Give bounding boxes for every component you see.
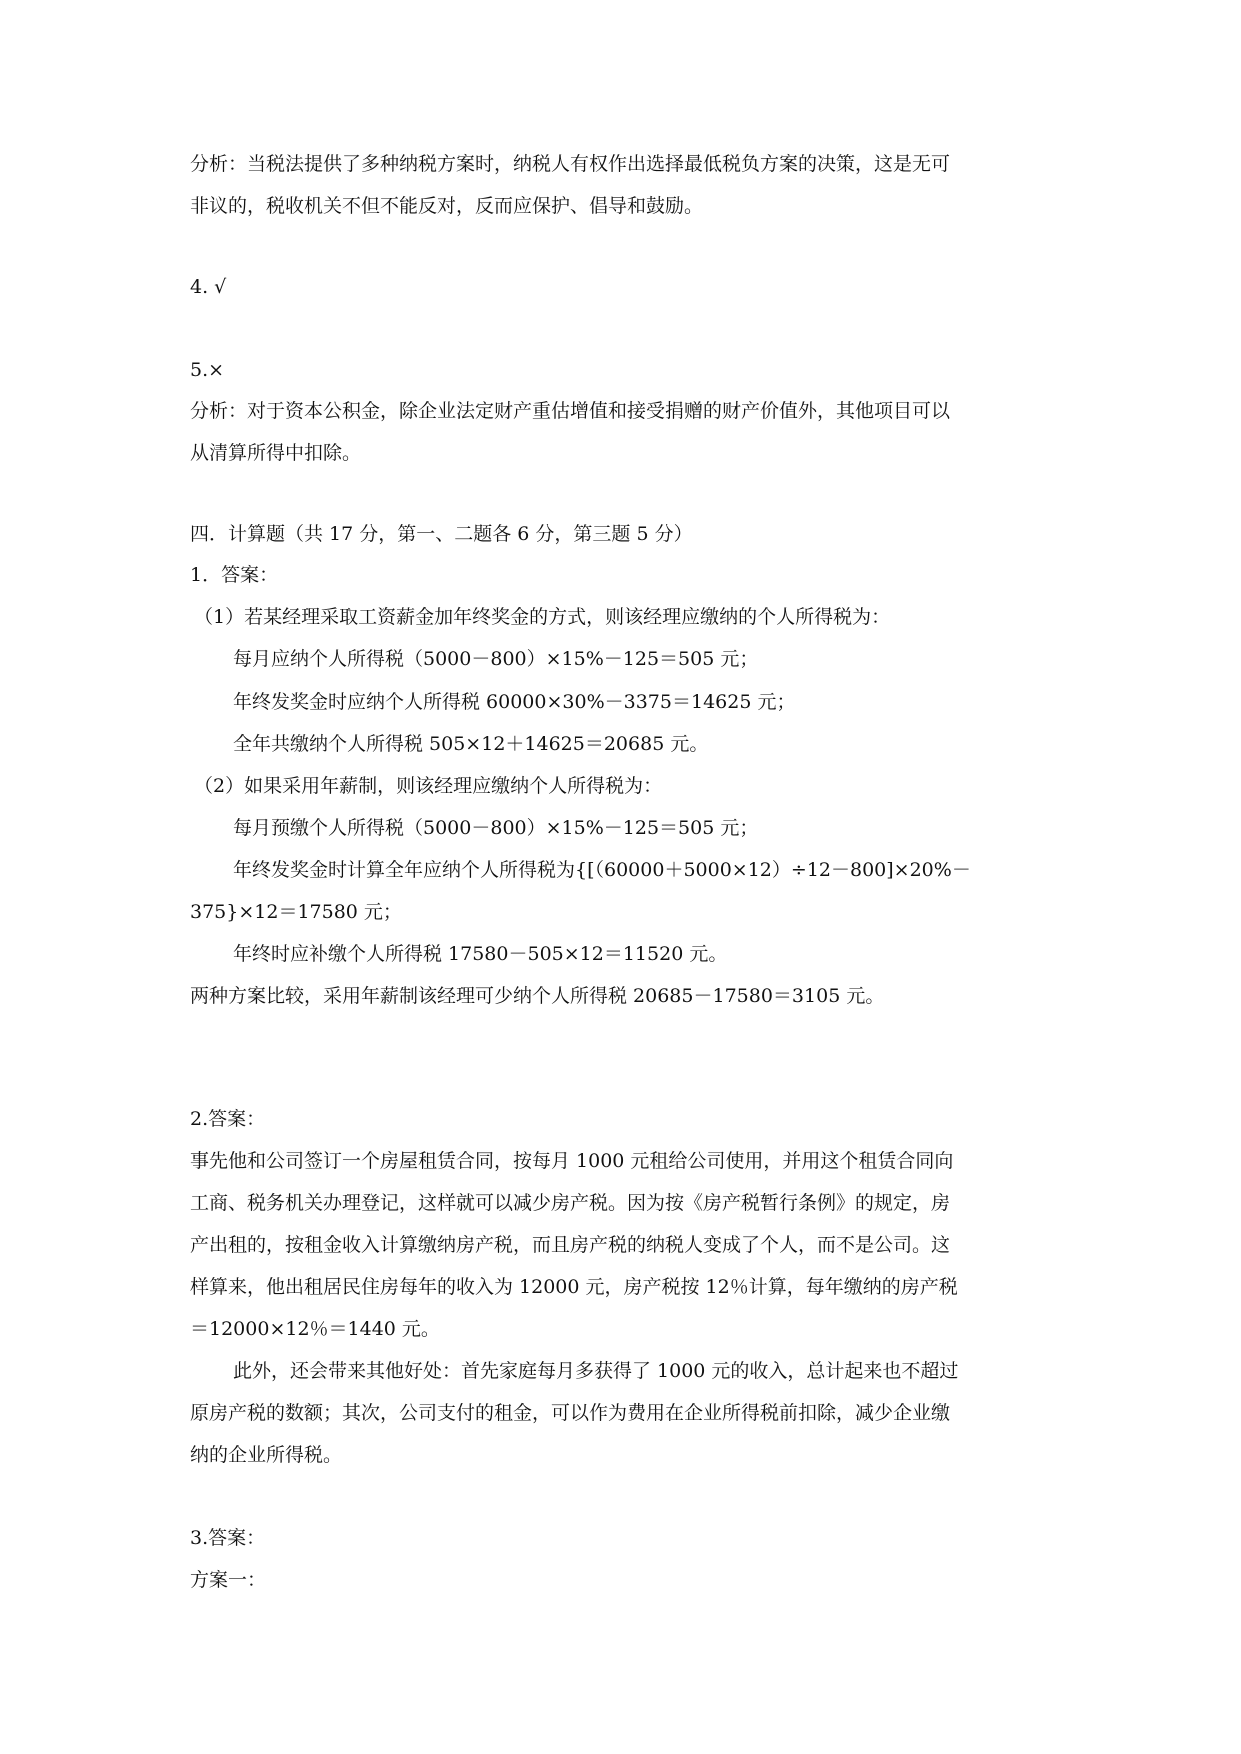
section-four-title: 四．计算题（共 17 分，第一、二题各 6 分，第三题 5 分） [190, 523, 693, 545]
calc1-part2-intro: （2）如果采用年薪制，则该经理应缴纳个人所得税为： [194, 775, 663, 797]
calc2-para2-line-3: 纳的企业所得税。 [190, 1444, 343, 1466]
calc1-part1-intro: （1）若某经理采取工资薪金加年终奖金的方式，则该经理应缴纳的个人所得税为： [194, 606, 891, 628]
calc2-para1-line-5: ＝12000×12％＝1440 元。 [190, 1318, 440, 1340]
calc1-part1-line-2: 年终发奖金时应纳个人所得税 60000×30%－3375＝14625 元； [233, 691, 796, 713]
calc2-para1-line-4: 样算来，他出租居民住房每年的收入为 12000 元，房产税按 12％计算，每年缴纳的房产税 [190, 1276, 958, 1298]
calc1-part2-line-2-continued: 375}×12＝17580 元； [190, 901, 402, 923]
q4-answer: 4. √ [190, 276, 227, 298]
q5-analysis-line-2: 从清算所得中扣除。 [190, 442, 362, 464]
calc1-heading: 1．答案： [190, 564, 279, 586]
calc2-para1-line-1: 事先他和公司签订一个房屋租赁合同，按每月 1000 元租给公司使用，并用这个租赁合同向 [190, 1150, 954, 1172]
calc1-part1-line-3: 全年共缴纳个人所得税 505×12＋14625＝20685 元。 [233, 733, 709, 755]
q5-answer: 5.× [190, 359, 225, 381]
calc2-para2-line-2: 原房产税的数额；其次，公司支付的租金，可以作为费用在企业所得税前扣除，减少企业缴 [190, 1402, 951, 1424]
calc1-part2-line-3: 年终时应补缴个人所得税 17580－505×12＝11520 元。 [233, 943, 728, 965]
calc1-part2-line-1: 每月预缴个人所得税（5000－800）×15%－125＝505 元； [233, 817, 759, 839]
calc1-comparison: 两种方案比较，采用年薪制该经理可少纳个人所得税 20685－17580＝3105 元。 [190, 985, 885, 1007]
calc2-heading: 2.答案： [190, 1108, 266, 1130]
q3-analysis-line-2: 非议的，税收机关不但不能反对，反而应保护、倡导和鼓励。 [190, 195, 704, 217]
calc1-part1-line-1: 每月应纳个人所得税（5000－800）×15%－125＝505 元； [233, 648, 759, 670]
calc1-part2-line-2: 年终发奖金时计算全年应纳个人所得税为{[（60000＋5000×12）÷12－800]×20%－ [233, 859, 971, 881]
calc2-para2-line-1: 此外，还会带来其他好处：首先家庭每月多获得了 1000 元的收入，总计起来也不超过 [233, 1360, 959, 1382]
calc3-heading: 3.答案： [190, 1527, 266, 1549]
calc2-para1-line-2: 工商、税务机关办理登记，这样就可以减少房产税。因为按《房产税暂行条例》的规定，房 [190, 1192, 951, 1214]
calc2-para1-line-3: 产出租的，按租金收入计算缴纳房产税，而且房产税的纳税人变成了个人，而不是公司。这 [190, 1234, 951, 1256]
calc3-plan-one: 方案一： [190, 1569, 267, 1591]
q3-analysis-line-1: 分析：当税法提供了多种纳税方案时，纳税人有权作出选择最低税负方案的决策，这是无可 [190, 153, 951, 175]
q5-analysis-line-1: 分析：对于资本公积金，除企业法定财产重估增值和接受捐赠的财产价值外，其他项目可以 [190, 400, 951, 422]
